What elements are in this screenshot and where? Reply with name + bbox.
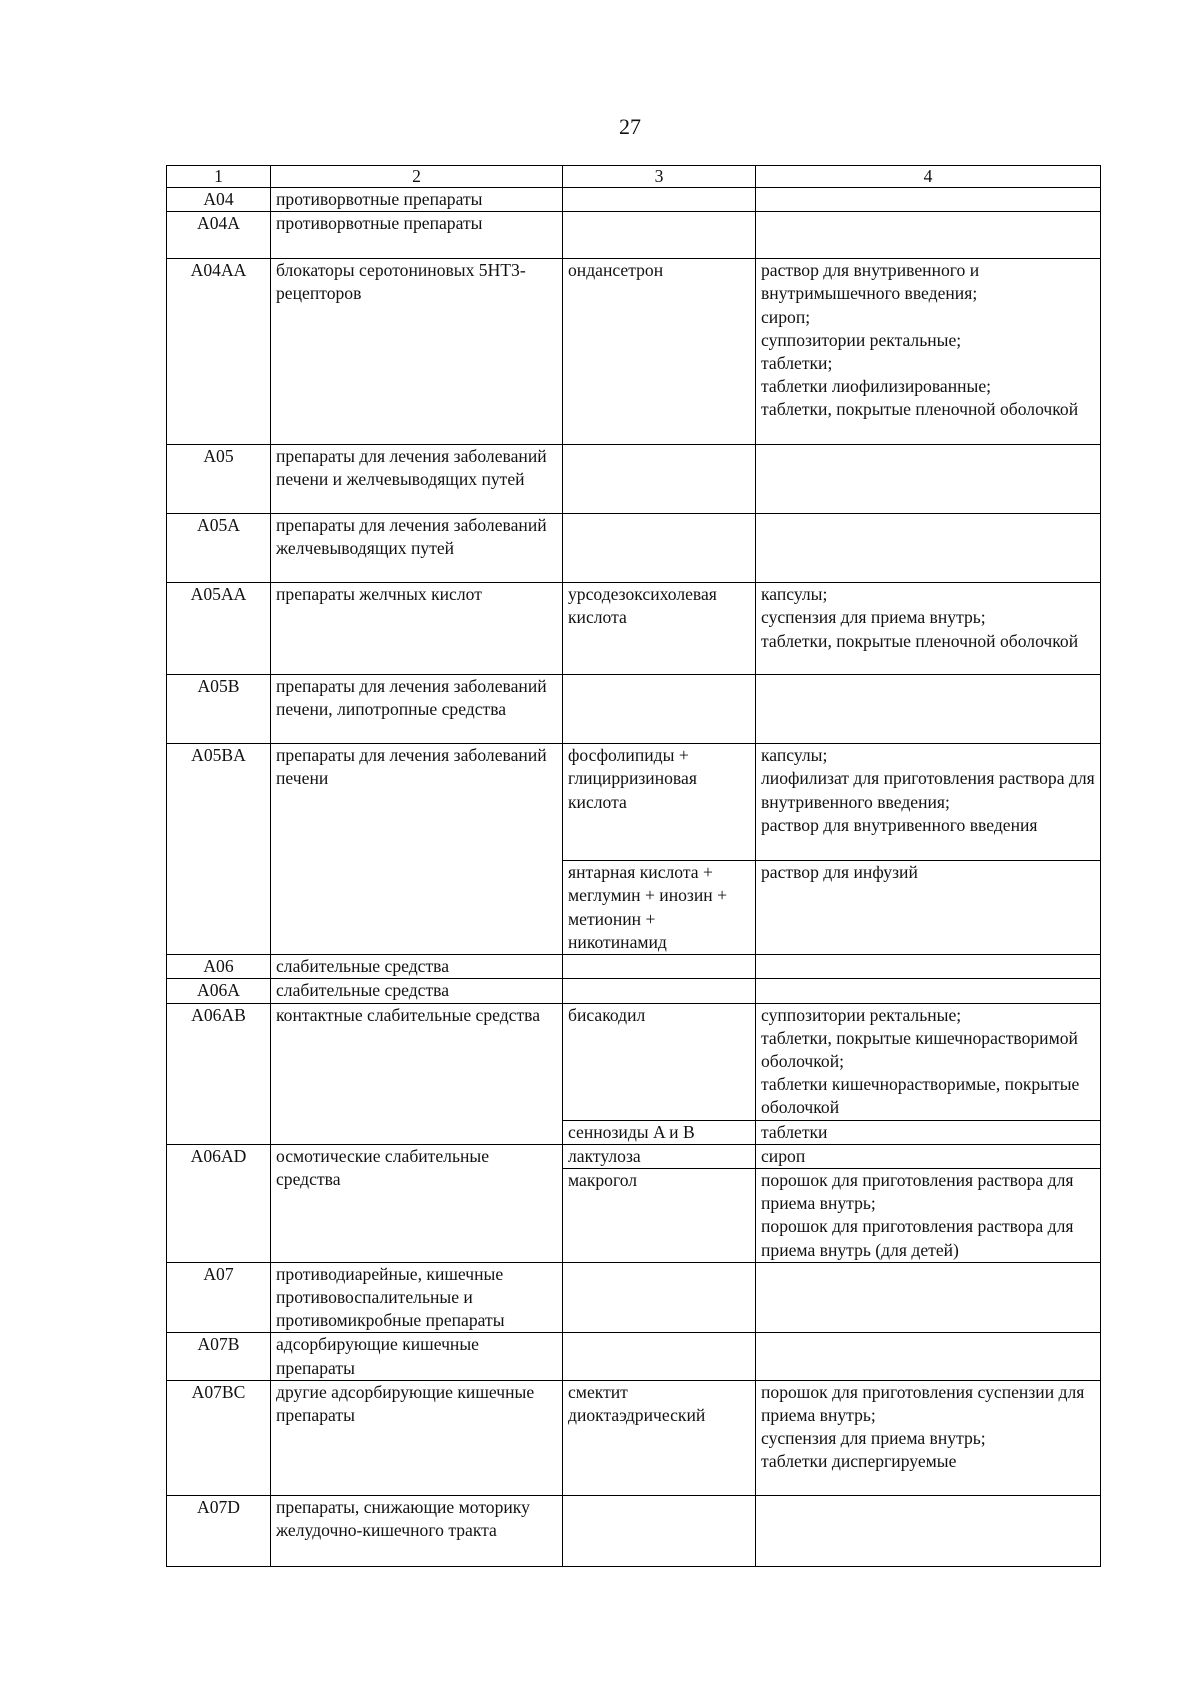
- atc-group-cell: препараты, снижающие моторику желудочно-кишечного тракта: [271, 1495, 563, 1566]
- atc-code-cell: A05A: [167, 514, 271, 583]
- dosage-form-cell: [756, 445, 1101, 514]
- dosage-form-cell: таблетки: [756, 1120, 1101, 1144]
- atc-group-cell: осмотические слабительные средства: [271, 1144, 563, 1262]
- atc-code-cell: A07D: [167, 1495, 271, 1566]
- dosage-form-cell: сироп: [756, 1144, 1101, 1168]
- atc-code-cell: A06AD: [167, 1144, 271, 1262]
- atc-code-cell: A06: [167, 955, 271, 979]
- atc-group-cell: другие адсорбирующие кишечные препараты: [271, 1380, 563, 1495]
- table-header-row: [167, 166, 1101, 188]
- table-row: [167, 1495, 1101, 1566]
- drug-name-cell: [563, 212, 756, 259]
- atc-group-cell: препараты для лечения заболеваний печени и желчевыводящих путей: [271, 445, 563, 514]
- table-row: [167, 514, 1101, 583]
- atc-group-cell: препараты для лечения заболеваний печени: [271, 744, 563, 955]
- table-row: [167, 979, 1101, 1003]
- column-header-3: 3: [563, 166, 756, 188]
- atc-code-cell: A04A: [167, 212, 271, 259]
- atc-group-cell: слабительные средства: [271, 955, 563, 979]
- atc-code-cell: A06A: [167, 979, 271, 1003]
- table-row: [167, 744, 1101, 861]
- dosage-form-cell: капсулы; лиофилизат для приготовления раствора для внутривенного введения; раствор для внутривенного введения: [756, 744, 1101, 861]
- table-row: [167, 1380, 1101, 1495]
- atc-code-cell: A04: [167, 188, 271, 212]
- dosage-form-cell: [756, 1262, 1101, 1333]
- drug-name-cell: ондансетрон: [563, 259, 756, 445]
- drug-name-cell: [563, 1495, 756, 1566]
- table-row: [167, 1262, 1101, 1333]
- table-row: [167, 188, 1101, 212]
- atc-group-cell: блокаторы серотониновых 5HT3-рецепторов: [271, 259, 563, 445]
- drug-name-cell: [563, 1333, 756, 1380]
- dosage-form-cell: [756, 1333, 1101, 1380]
- atc-code-cell: A04AA: [167, 259, 271, 445]
- table-row: [167, 583, 1101, 675]
- drug-name-cell: [563, 979, 756, 1003]
- dosage-form-cell: порошок для приготовления суспензии для приема внутрь; суспензия для приема внутрь; таблетки диспергируемые: [756, 1380, 1101, 1495]
- atc-code-cell: A05BA: [167, 744, 271, 955]
- dosage-form-cell: раствор для инфузий: [756, 861, 1101, 955]
- atc-group-cell: противорвотные препараты: [271, 212, 563, 259]
- dosage-form-cell: [756, 188, 1101, 212]
- table-row: [167, 259, 1101, 445]
- table-row: [167, 445, 1101, 514]
- dosage-form-cell: [756, 514, 1101, 583]
- drug-name-cell: урсодезоксихолевая кислота: [563, 583, 756, 675]
- column-header-2: 2: [271, 166, 563, 188]
- atc-group-cell: препараты желчных кислот: [271, 583, 563, 675]
- atc-group-cell: препараты для лечения заболеваний печени, липотропные средства: [271, 675, 563, 744]
- table-row: [167, 1144, 1101, 1168]
- atc-code-cell: A07BC: [167, 1380, 271, 1495]
- drug-name-cell: [563, 188, 756, 212]
- atc-group-cell: слабительные средства: [271, 979, 563, 1003]
- dosage-form-cell: [756, 979, 1101, 1003]
- dosage-form-cell: [756, 212, 1101, 259]
- dosage-form-cell: [756, 675, 1101, 744]
- table-row: [167, 1003, 1101, 1120]
- drug-name-cell: лактулоза: [563, 1144, 756, 1168]
- atc-code-cell: A06AB: [167, 1003, 271, 1144]
- dosage-form-cell: [756, 955, 1101, 979]
- column-header-1: 1: [167, 166, 271, 188]
- drug-name-cell: фосфолипиды + глицирризиновая кислота: [563, 744, 756, 861]
- atc-code-cell: A07: [167, 1262, 271, 1333]
- dosage-form-cell: [756, 1495, 1101, 1566]
- page-number: 27: [619, 114, 641, 139]
- table-row: [167, 1333, 1101, 1380]
- drug-name-cell: [563, 445, 756, 514]
- drug-name-cell: [563, 675, 756, 744]
- table-row: [167, 675, 1101, 744]
- drug-name-cell: [563, 1262, 756, 1333]
- drug-name-cell: янтарная кислота + меглумин + инозин + метионин + никотинамид: [563, 861, 756, 955]
- atc-group-cell: препараты для лечения заболеваний желчевыводящих путей: [271, 514, 563, 583]
- atc-group-cell: противодиарейные, кишечные противовоспалительные и противомикробные препараты: [271, 1262, 563, 1333]
- atc-code-cell: A05: [167, 445, 271, 514]
- dosage-form-cell: капсулы; суспензия для приема внутрь; таблетки, покрытые пленочной оболочкой: [756, 583, 1101, 675]
- column-header-4: 4: [756, 166, 1101, 188]
- dosage-form-cell: порошок для приготовления раствора для приема внутрь; порошок для приготовления раствора для приема внутрь (для детей): [756, 1169, 1101, 1263]
- atc-group-cell: контактные слабительные средства: [271, 1003, 563, 1144]
- drug-name-cell: сеннозиды A и B: [563, 1120, 756, 1144]
- drug-name-cell: смектит диоктаэдрический: [563, 1380, 756, 1495]
- dosage-form-cell: суппозитории ректальные; таблетки, покрытые кишечнорастворимой оболочкой; таблетки кишечнорастворимые, покрытые оболочкой: [756, 1003, 1101, 1120]
- atc-code-cell: A05B: [167, 675, 271, 744]
- atc-code-cell: A07B: [167, 1333, 271, 1380]
- drug-name-cell: бисакодил: [563, 1003, 756, 1120]
- drug-classification-table: [166, 165, 1101, 1567]
- atc-code-cell: A05AA: [167, 583, 271, 675]
- drug-name-cell: [563, 514, 756, 583]
- dosage-form-cell: раствор для внутривенного и внутримышечного введения; сироп; суппозитории ректальные; таблетки; таблетки лиофилизированные; таблетки, покрытые пленочной оболочкой: [756, 259, 1101, 445]
- drug-name-cell: макрогол: [563, 1169, 756, 1263]
- atc-group-cell: адсорбирующие кишечные препараты: [271, 1333, 563, 1380]
- table-row: [167, 212, 1101, 259]
- table-row: [167, 955, 1101, 979]
- drug-name-cell: [563, 955, 756, 979]
- atc-group-cell: противорвотные препараты: [271, 188, 563, 212]
